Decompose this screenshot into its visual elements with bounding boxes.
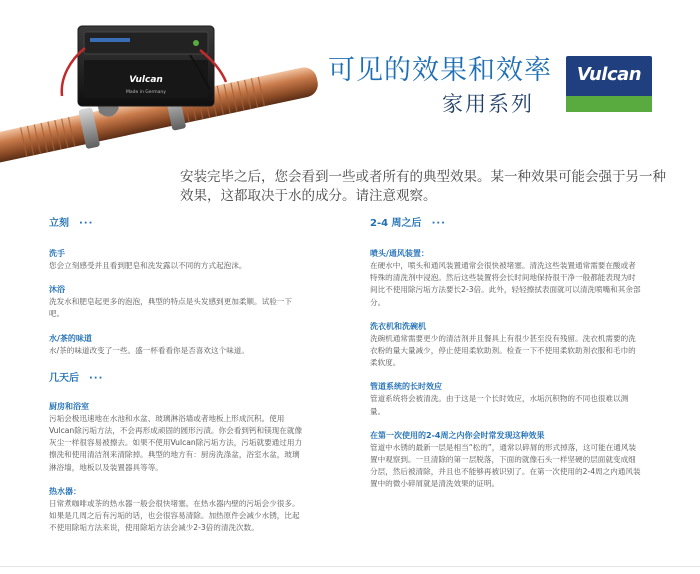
item-body-washer: 洗碗机通常需要更少的清洁剂并且餐具上有很少甚至没有残留。洗衣机需要的洗衣粉的量大量减少，停止使用柔软助剂。检查一下不使用柔软助剂衣服和毛巾的柔软度。 xyxy=(370,333,636,368)
item-body-shower: 洗发水和肥皂起更多的泡泡，典型的特点是头发感到更加柔顺。试验一下吧。 xyxy=(49,297,292,319)
device-brand-label: Vulcan xyxy=(129,75,163,85)
section-heading-text: 2-4 周之后 xyxy=(370,218,422,229)
item-title-handwash: 洗手 xyxy=(49,249,65,258)
section-heading-text: 几天后 xyxy=(49,372,79,384)
item-title-pipe-system: 管道系统的长时效应 xyxy=(370,382,442,392)
item-title-washer: 洗衣机和洗碗机 xyxy=(370,321,426,331)
item-body-water-heater: 日常煮咖啡或茶的热水器一般会很快堵塞。在热水器内壁的污垢会少很多。如果是几周之后有污垢的话，也会很容易清除。加热原件会减少水锈，比起不使用除垢方法来说，使用除垢方法会减少2-3倍的清洗次数。 xyxy=(49,498,300,533)
item-body-taste: 水/茶的味道改变了一些。盛一杯看看你是否喜欢这个味道。 xyxy=(49,345,249,355)
item-title-first-use: 在第一次使用的2-4周之内你会时常发现这种效果 xyxy=(370,430,545,440)
item-title-shower: 沐浴 xyxy=(49,285,65,295)
item-body-nozzle: 在硬水中，喷头和通风装置通常会很快被堵塞。清洗这些装置通常需要在酸或者特殊的清洗剂中浸泡。然后这些装置将会长时间地保持很干净一般都能表现为时间比不使用除污垢方法要长2-3倍。此外，轻轻擦拭表面就可以清洗喷嘴和其余部分。 xyxy=(370,261,641,307)
section-heading-dots: ··· xyxy=(431,218,446,229)
page-subtitle: 家用系列 xyxy=(442,92,534,116)
intro-paragraph: 安装完毕之后，您会看到一些或者所有的典型效果。某一种效果可能会强于另一种效果，这都取决于水的成分。请注意观察。 xyxy=(180,169,666,204)
vulcan-logo xyxy=(566,56,652,112)
footer-divider xyxy=(0,566,700,567)
item-body-handwash: 您会立刻感受并且看到肥皂和洗发露以不同的方式起泡沫。 xyxy=(49,261,247,270)
item-title-kitchen-bath: 厨房和浴室 xyxy=(49,401,89,411)
item-title-taste: 水/茶的味道 xyxy=(49,333,92,343)
section-heading-2-4-weeks xyxy=(370,218,642,232)
logo-wordmark: Vulcan xyxy=(576,64,642,85)
item-body-kitchen-bath: 污垢会极迅速地在水池和水盆、玻璃淋浴墙或者地板上形成沉积。使用Vulcan除污垢方法，不会再形成顽固的圆形污渍。你会看到钙和镁现在就像灰尘一样很容易被擦去。如果不使用Vulcan除污垢方法，污垢就要通过用力擦洗和使用清洁剂来清除掉。典型的地方有：厨房洗涤盆，浴室水盆，玻璃淋浴墙，地板以及装置器具等等。 xyxy=(49,413,303,472)
right-column xyxy=(370,218,642,503)
item-title-nozzle: 喷头/通风装置： xyxy=(370,249,429,258)
section-heading-dots: ··· xyxy=(79,218,94,229)
page-title: 可见的效果和效率 xyxy=(328,55,552,86)
left-column xyxy=(49,218,307,546)
item-body-pipe-system: 管道系统将会被清洗。由于这是一个长时效应，水垢沉积物的不同也很难以测量。 xyxy=(370,394,629,416)
section-heading-immediately xyxy=(49,218,307,232)
item-title-water-heater: 热水器： xyxy=(49,486,81,496)
vulcan-device-illustration xyxy=(0,0,320,165)
section-heading-few-days xyxy=(49,373,307,387)
device-made-in-label: Made in Germany xyxy=(126,90,166,95)
section-heading-dots: ··· xyxy=(89,372,104,384)
hero-banner xyxy=(0,0,700,160)
item-body-first-use: 管道中水锈的最新一层是相当“松的”，通常以碎屑的形式掉落，这可能在通风装置中观察到。一旦清除的第一层脱落，下面的就像石头一样坚硬的层面就变成细分层，然后被清除，并且也不能够再被识别了。在第一次使用的2-4周之内通风装置中的微小碎屑就是清洗效果的证明。 xyxy=(370,442,641,489)
section-heading-text: 立刻 xyxy=(49,218,69,229)
logo-green-stripe xyxy=(566,96,652,112)
